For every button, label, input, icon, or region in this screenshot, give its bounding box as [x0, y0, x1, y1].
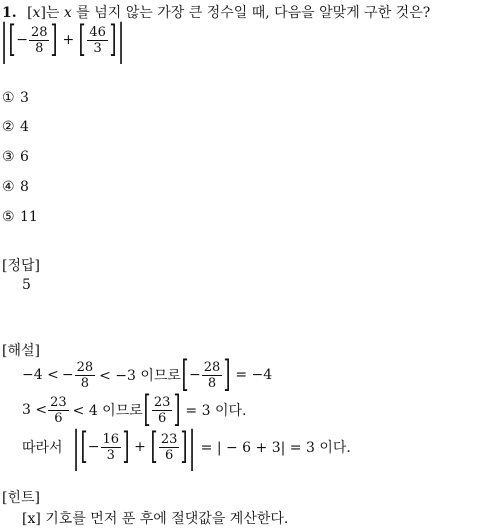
- expl-text: = 3 이다.: [185, 403, 247, 419]
- denominator: 8: [207, 375, 217, 391]
- expl-text: −4 <: [22, 367, 59, 383]
- minus-sign: −: [189, 367, 201, 383]
- option-1[interactable]: [2, 90, 29, 106]
- expl-text: = | − 6 + 3| = 3 이다.: [200, 440, 351, 456]
- explanation-line-2: [22, 390, 246, 430]
- bracket-left: [: [80, 426, 88, 467]
- fraction: [75, 361, 96, 390]
- question-stem: [2, 2, 430, 22]
- numerator: 23: [153, 394, 171, 410]
- numerator: 28: [203, 359, 221, 375]
- bracket-left-2: [: [78, 19, 86, 60]
- question-expression: [0, 15, 125, 64]
- numerator: 23: [160, 431, 178, 447]
- bracket-right: ]: [223, 354, 231, 395]
- fraction-2: [87, 26, 108, 55]
- bracket-right: ]: [122, 426, 130, 467]
- bracket-left: [: [143, 389, 151, 430]
- option-mark: ③: [2, 149, 15, 165]
- minus-sign: −: [87, 439, 100, 455]
- denominator: 8: [35, 40, 44, 56]
- minus-sign: −: [16, 32, 28, 48]
- bracket-right-2: ]: [109, 19, 117, 60]
- option-mark: ⑤: [2, 209, 15, 225]
- option-2[interactable]: [2, 119, 29, 135]
- option-value: 11: [20, 209, 38, 225]
- numerator: 46: [89, 24, 106, 40]
- plus-sign: +: [134, 439, 146, 455]
- minus-sign: −: [61, 367, 74, 383]
- expl-text: < 4 이므로: [72, 403, 143, 419]
- abs-bar-left: |: [72, 422, 80, 471]
- plus-sign: +: [62, 32, 75, 48]
- option-value: 4: [20, 119, 29, 135]
- option-mark: ①: [2, 90, 15, 106]
- bracket-left: [: [181, 354, 189, 395]
- hint-text: [x] 기호를 먼저 푼 후에 절댓값을 계산한다.: [22, 511, 289, 527]
- expl-text: 3 <: [22, 402, 48, 418]
- bracket-open: [: [27, 5, 33, 21]
- option-value: 6: [20, 149, 29, 165]
- fraction: [101, 433, 122, 462]
- numerator: 28: [30, 24, 48, 40]
- bracket-right: ]: [50, 19, 59, 60]
- abs-bar-right: |: [117, 15, 125, 64]
- fraction-1: [29, 26, 50, 55]
- expl-text: 따라서: [22, 440, 63, 456]
- numerator: 16: [102, 431, 120, 447]
- expl-text: < −3 이므로: [99, 368, 181, 384]
- option-value: 8: [20, 179, 29, 195]
- denominator: 6: [165, 447, 174, 463]
- numerator: 28: [76, 359, 94, 375]
- expl-text: = −4: [235, 367, 273, 383]
- stem-text-b: ]는: [40, 5, 64, 21]
- denominator: 3: [93, 40, 102, 56]
- option-mark: ②: [2, 119, 15, 135]
- bracket-right-2: ]: [180, 426, 188, 467]
- option-mark: ④: [2, 179, 15, 195]
- stem-text-c: 를 넘지 않는 가장 큰 정수일 때, 다음을 알맞게 구한 것은?: [71, 5, 431, 21]
- question-number: 1.: [2, 5, 17, 21]
- option-value: 3: [20, 90, 29, 106]
- abs-bar-right: |: [189, 422, 197, 471]
- answer-label: [정답]: [2, 258, 40, 274]
- bracket-left-2: [: [150, 426, 158, 467]
- hint-label: [힌트]: [2, 490, 40, 506]
- option-4[interactable]: [2, 179, 29, 195]
- answer-value: 5: [22, 277, 31, 293]
- var-x: x: [32, 5, 41, 21]
- numerator: 23: [50, 394, 67, 410]
- bracket-left: [: [8, 19, 16, 60]
- denominator: 6: [54, 410, 63, 426]
- var-x-2: x: [63, 5, 72, 21]
- explanation-line-3: [22, 422, 351, 471]
- explanation-label: [해설]: [2, 343, 40, 359]
- bracket-right: ]: [173, 389, 181, 430]
- denominator: 6: [157, 410, 167, 426]
- option-3[interactable]: [2, 149, 29, 165]
- fraction: [202, 361, 223, 390]
- fraction: [159, 433, 180, 462]
- option-5[interactable]: [2, 209, 38, 225]
- denominator: 8: [80, 375, 89, 391]
- denominator: 3: [106, 447, 115, 463]
- fraction: [48, 396, 69, 425]
- fraction: [152, 396, 173, 425]
- abs-bar-left: |: [0, 15, 8, 64]
